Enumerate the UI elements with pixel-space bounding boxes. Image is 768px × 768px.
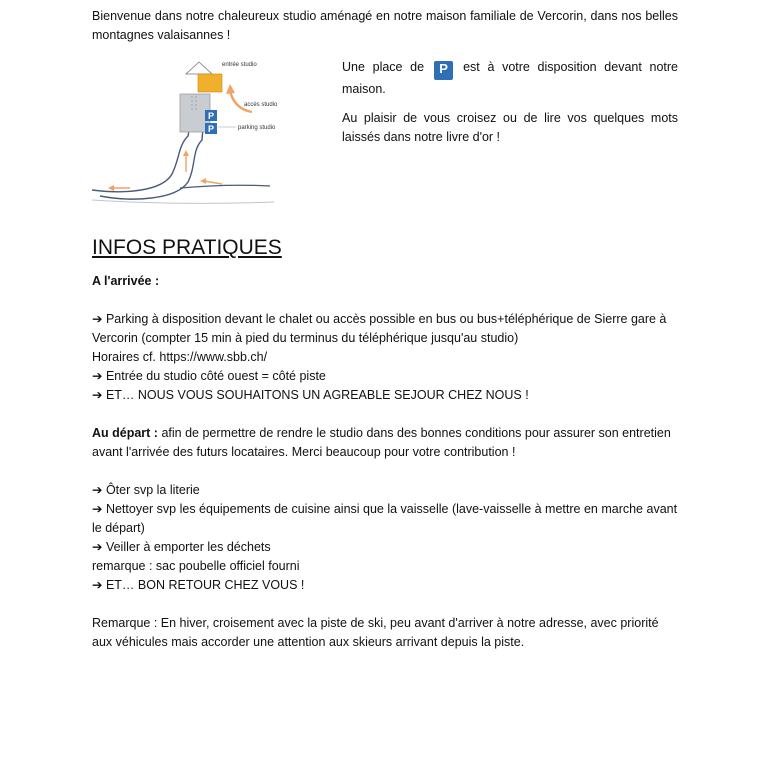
depart-item: ➔ Nettoyer svp les équipements de cuisine ainsi que la vaisselle (lave-vaisselle à mettre en marche avant le départ) <box>92 502 678 535</box>
house-roof-icon <box>186 62 212 74</box>
section-heading: INFOS PRATIQUES <box>92 236 282 259</box>
arrivee-item: ➔ Parking à disposition devant le chalet ou accès possible en bus ou bus+téléphérique de Sierre gare à Vercorin (compter 15 min à pied du terminus du téléphérique jusqu'au studio) <box>92 312 667 345</box>
road-base <box>92 200 274 203</box>
depart-item: ➔ ET… BON RETOUR CHEZ VOUS ! <box>92 578 305 592</box>
depart-title: Au départ : <box>92 426 158 440</box>
road-bottom <box>180 185 270 188</box>
access-arrow-icon <box>230 90 252 112</box>
depart-item: ➔ Veiller à emporter les déchets <box>92 540 271 554</box>
intro-paragraph: Bienvenue dans notre chaleureux studio aménagé en notre maison familiale de Vercorin, dans nos belles montagnes valaisannes ! <box>92 9 678 42</box>
depart-item: ➔ Ôter svp la literie <box>92 483 200 497</box>
document-page <box>92 0 678 768</box>
label-parking: parking studio <box>238 125 276 131</box>
parking-icon: P <box>434 61 453 80</box>
arrivee-item: ➔ Entrée du studio côté ouest = côté piste <box>92 369 326 383</box>
depart-paragraph <box>92 424 678 462</box>
parking-text-after: est à votre disposition devant notre maison. <box>342 60 678 96</box>
remarque-paragraph: Remarque : En hiver, croisement avec la piste de ski, peu avant d'arriver à notre adresse, avec priorité aux véhicules mais accorder une attention aux skieurs arrivant depuis la piste. <box>92 616 659 649</box>
guestbook-paragraph: Au plaisir de vous croisez ou de lire vos quelques mots laissés dans notre livre d'or ! <box>342 111 678 144</box>
depart-text: afin de permettre de rendre le studio dans des bonnes conditions pour assurer son entretien avant l'arrivée des futurs locataires. Merci beaucoup pour votre contribution ! <box>92 426 671 459</box>
parking-letter-1: P <box>208 111 215 121</box>
infos-body <box>92 272 678 652</box>
arrivee-item: ➔ ET… NOUS VOUS SOUHAITONS UN AGREABLE SEJOUR CHEZ NOUS ! <box>92 388 529 402</box>
road-outer <box>92 114 192 192</box>
arrivee-item: Horaires cf. https://www.sbb.ch/ <box>92 350 268 364</box>
parking-text-before: Une place de <box>342 60 425 74</box>
parking-info <box>342 58 678 157</box>
arrivee-title: A l'arrivée : <box>92 274 160 288</box>
label-acces: accès studio <box>244 102 278 108</box>
parking-letter-2: P <box>208 124 215 134</box>
parking-paragraph <box>342 58 678 99</box>
access-map <box>92 54 282 212</box>
house-icon <box>198 74 222 92</box>
depart-item: remarque : sac poubelle officiel fourni <box>92 559 300 573</box>
label-entree: entrée studio <box>222 62 257 68</box>
